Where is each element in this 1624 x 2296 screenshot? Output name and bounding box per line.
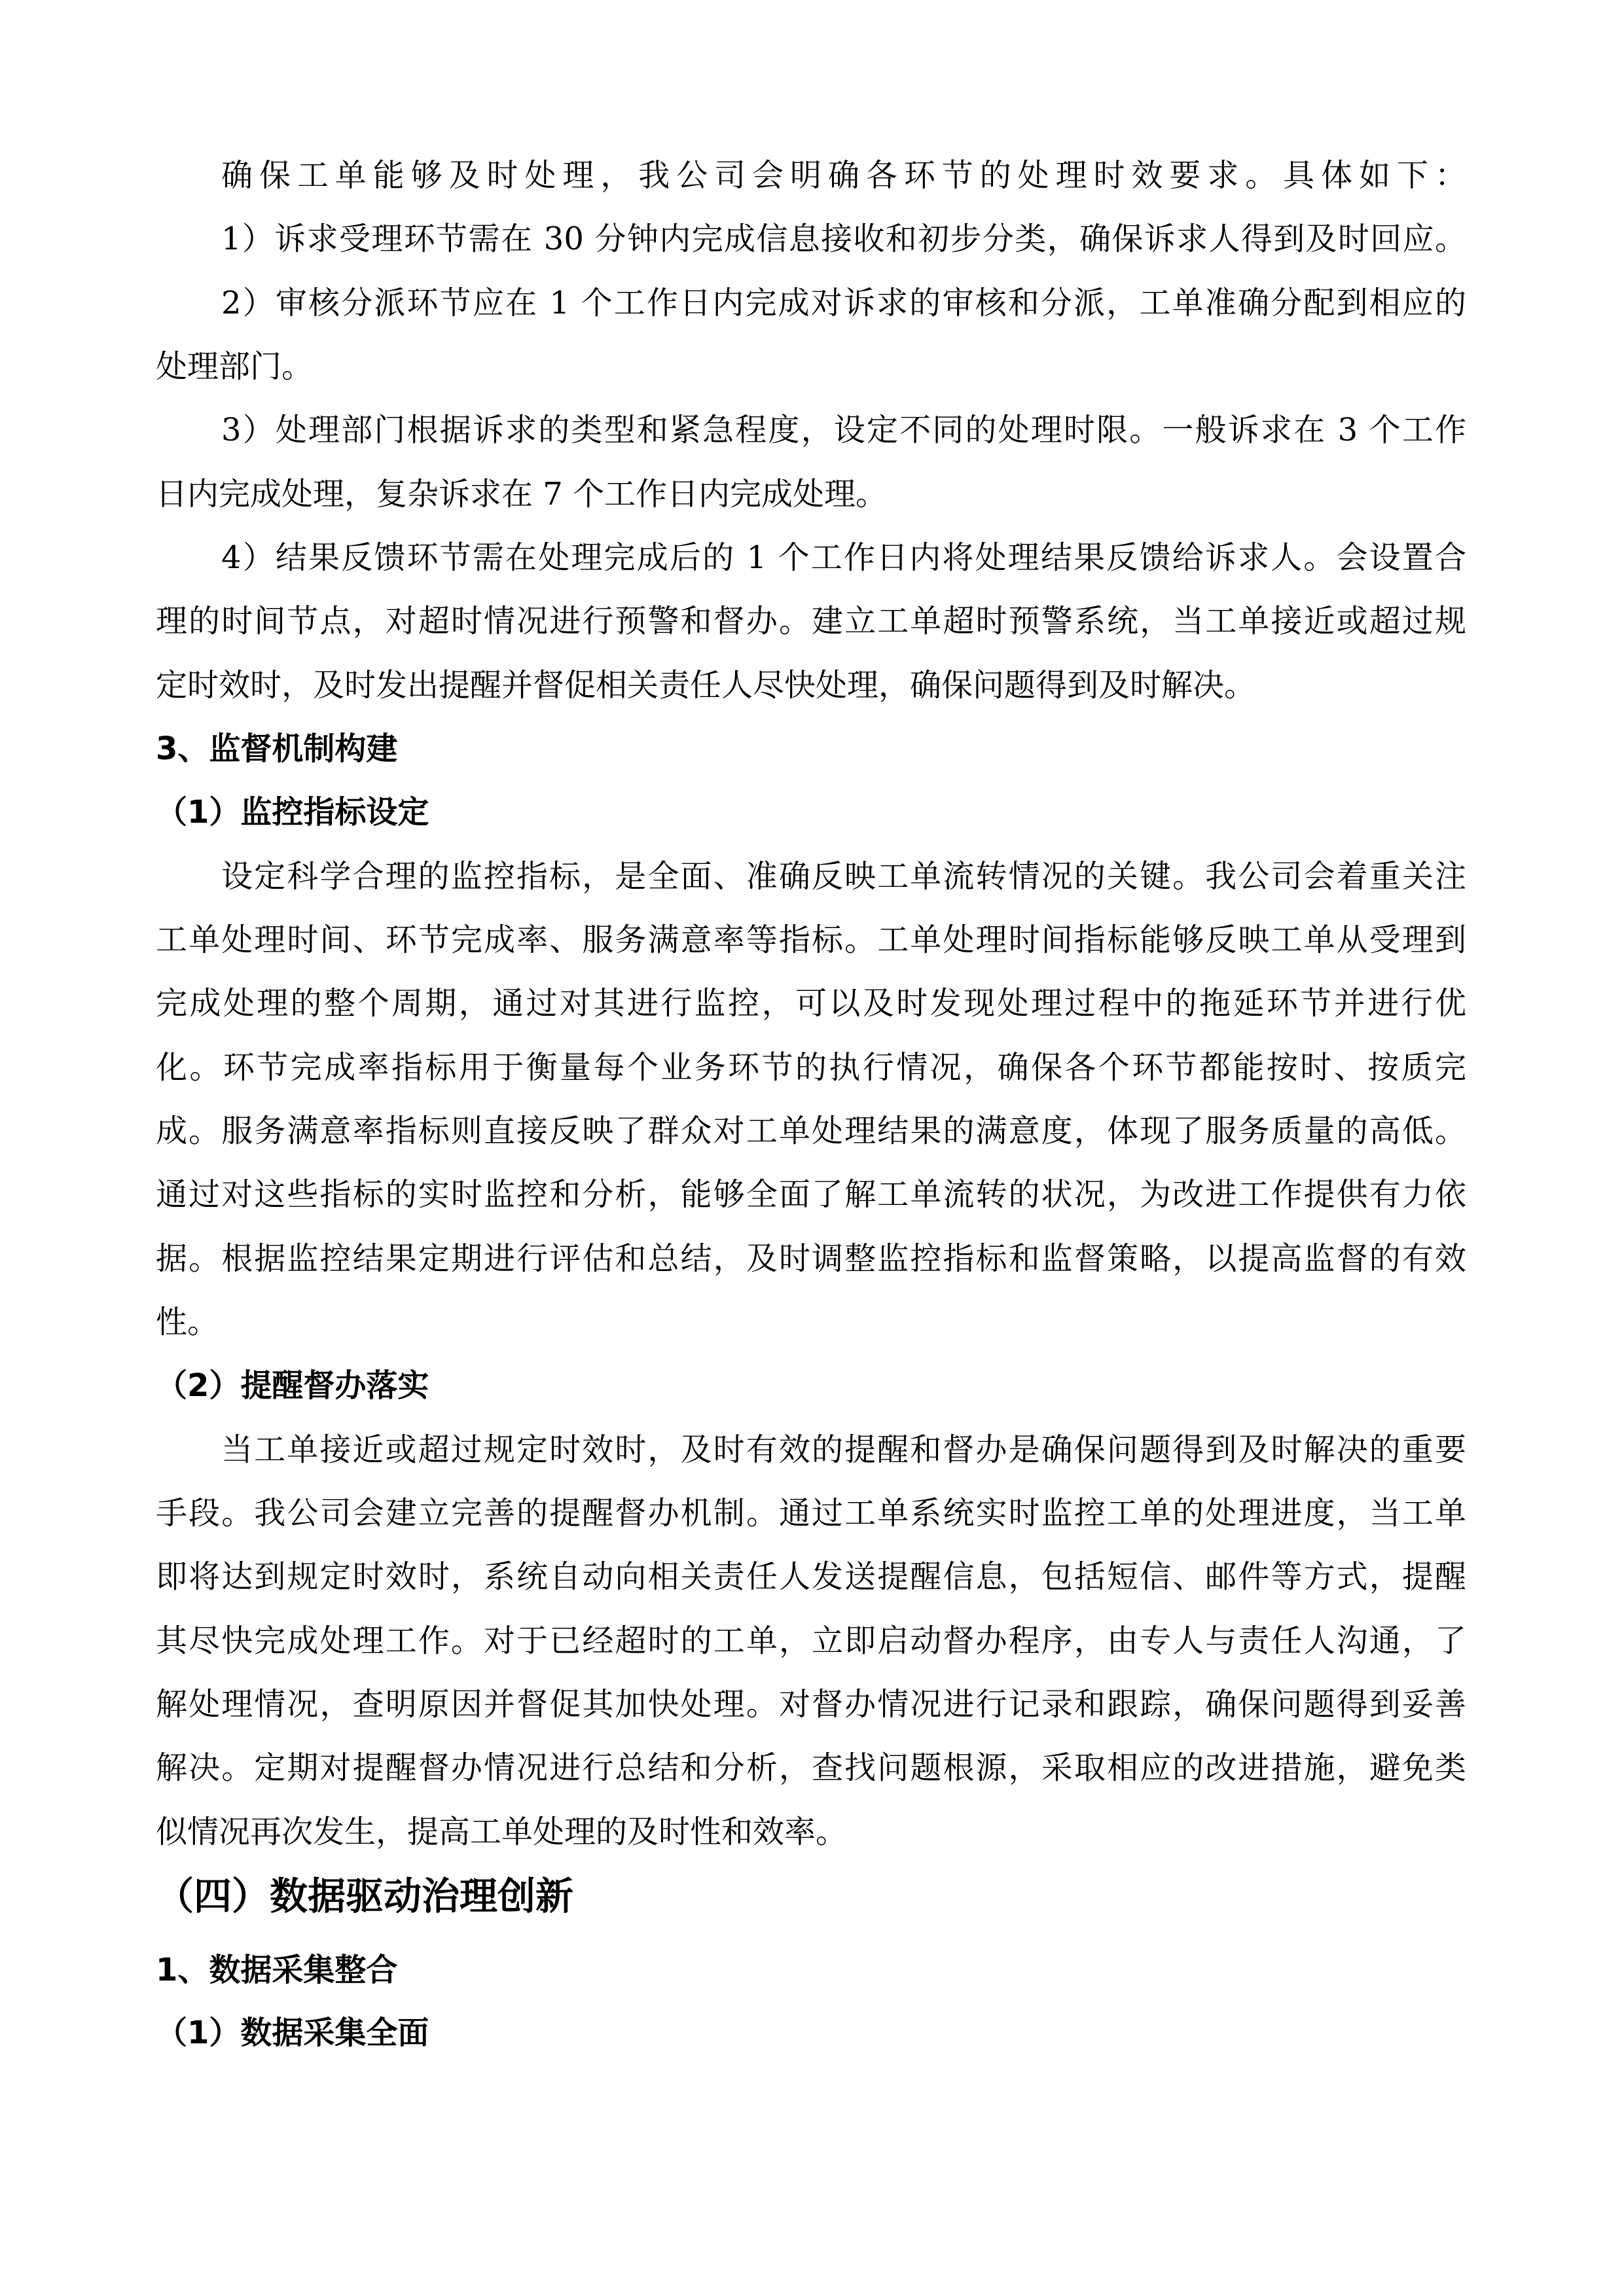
subsection-heading-comprehensive-collection: （1）数据采集全面 xyxy=(156,2015,429,2051)
paragraph-line: 完成处理的整个周期，通过对其进行监控，可以及时发现处理过程中的拖延环节并进行优 xyxy=(156,985,1466,1022)
list-item-3-line-2: 日内完成处理，复杂诉求在 7 个工作日内完成处理。 xyxy=(156,476,888,512)
subsection-heading-monitoring-indicators: （1）监控指标设定 xyxy=(156,794,429,831)
paragraph-line: 解决。定期对提醒督办情况进行总结和分析，查找问题根源，采取相应的改进措施，避免类 xyxy=(156,1749,1466,1786)
paragraph-line: 性。 xyxy=(156,1304,219,1340)
list-item-3-line-1: 3）处理部门根据诉求的类型和紧急程度，设定不同的处理时限。一般诉求在 3 个工作 xyxy=(221,412,1466,448)
paragraph-line: 手段。我公司会建立完善的提醒督办机制。通过工单系统实时监控工单的处理进度，当工单 xyxy=(156,1495,1466,1532)
list-item-4-line-3: 定时效时，及时发出提醒并督促相关责任人尽快处理，确保问题得到及时解决。 xyxy=(156,667,1256,704)
paragraph-line: 化。环节完成率指标用于衡量每个业务环节的执行情况，确保各个环节都能按时、按质完 xyxy=(156,1049,1466,1086)
section-heading-data-collection: 1、数据采集整合 xyxy=(156,1952,398,1988)
paragraph-line: 据。根据监控结果定期进行评估和总结，及时调整监控指标和监督策略，以提高监督的有效 xyxy=(156,1240,1466,1277)
list-item-4-line-1: 4）结果反馈环节需在处理完成后的 1 个工作日内将处理结果反馈给诉求人。会设置合 xyxy=(221,539,1466,576)
section-heading-supervision: 3、监督机制构建 xyxy=(156,730,398,767)
paragraph-line: 似情况再次发生，提高工单处理的及时性和效率。 xyxy=(156,1814,848,1850)
subsection-heading-reminder-supervision: （2）提醒督办落实 xyxy=(156,1367,429,1404)
paragraph-line: 成。服务满意率指标则直接反映了群众对工单处理结果的满意度，体现了服务质量的高低。 xyxy=(156,1113,1466,1149)
paragraph-line: 工单处理时间、环节完成率、服务满意率等指标。工单处理时间指标能够反映工单从受理到 xyxy=(156,922,1466,958)
list-item-2-line-1: 2）审核分派环节应在 1 个工作日内完成对诉求的审核和分派，工单准确分配到相应的 xyxy=(221,285,1466,321)
paragraph-line: 其尽快完成处理工作。对于已经超时的工单，立即启动督办程序，由专人与责任人沟通，了 xyxy=(156,1623,1466,1659)
list-item-4-line-2: 理的时间节点，对超时情况进行预警和督办。建立工单超时预警系统，当工单接近或超过规 xyxy=(156,603,1466,639)
list-item-2-line-2: 处理部门。 xyxy=(156,348,314,385)
paragraph-line: 当工单接近或超过规定时效时，及时有效的提醒和督办是确保问题得到及时解决的重要 xyxy=(221,1431,1466,1468)
chapter-heading-data-driven-governance: （四）数据驱动治理创新 xyxy=(156,1874,574,1918)
paragraph-line: 即将达到规定时效时，系统自动向相关责任人发送提醒信息，包括短信、邮件等方式，提醒 xyxy=(156,1558,1466,1595)
paragraph-line: 通过对这些指标的实时监控和分析，能够全面了解工单流转的状况，为改进工作提供有力依 xyxy=(156,1176,1466,1213)
paragraph-line: 解处理情况，查明原因并督促其加快处理。对督办情况进行记录和跟踪，确保问题得到妥善 xyxy=(156,1686,1466,1723)
paragraph-line: 设定科学合理的监控指标，是全面、准确反映工单流转情况的关键。我公司会着重关注 xyxy=(221,858,1466,895)
list-item-1: 1）诉求受理环节需在 30 分钟内完成信息接收和初步分类，确保诉求人得到及时回应。 xyxy=(221,221,1466,257)
paragraph-intro: 确保工单能够及时处理，我公司会明确各环节的处理时效要求。具体如下： xyxy=(221,157,1466,194)
